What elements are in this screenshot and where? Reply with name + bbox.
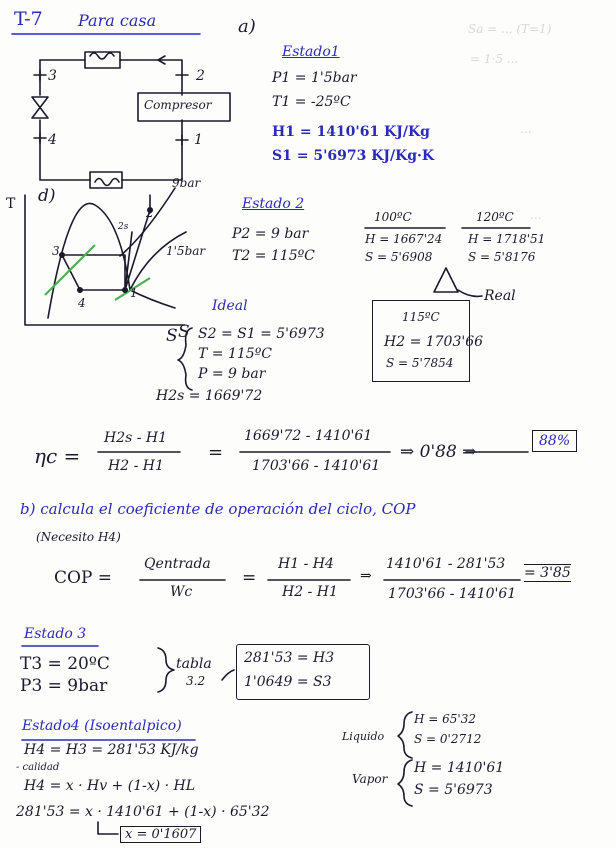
state-label-1: 1	[194, 132, 203, 148]
vapor-h: H = 1410'61	[414, 760, 505, 776]
real-label: Real	[484, 288, 516, 304]
part-b-heading: b) calcula el coeficiente de operación del ciclo, COP	[20, 500, 416, 518]
cop-eq: =	[242, 568, 257, 588]
estado3-h: 281'53 = H3	[244, 650, 335, 666]
estado2-title: Estado 2	[242, 196, 305, 212]
ideal-t: T = 115ºC	[198, 346, 272, 362]
high-pressure-label: 9bar	[172, 176, 201, 190]
cop-den3: 1703'66 - 1410'61	[388, 586, 517, 602]
tabla-number: 3.2	[186, 674, 206, 688]
efficiency-eq: =	[208, 442, 224, 463]
bleed-through-text: ...	[530, 208, 542, 222]
estado4-title: Estado4 (Isoentalpico)	[22, 718, 182, 734]
condenser-coil	[85, 52, 120, 68]
interp-120-h: H = 1718'51	[468, 232, 546, 246]
ts-point-3: 3	[52, 244, 60, 258]
part-a-label: a)	[238, 16, 256, 37]
efficiency-num1: H2s - H1	[104, 430, 168, 446]
ideal-s-label: S	[166, 326, 178, 346]
estado3-t: T3 = 20ºC	[20, 654, 110, 674]
estado4-h: H4 = H3 = 281'53 KJ/kg	[24, 742, 199, 758]
estado1-s: S1 = 5'6973 KJ/Kg·K	[272, 148, 435, 164]
cop-num1: Qentrada	[144, 556, 211, 572]
interp-120-title: 120ºC	[476, 210, 514, 224]
interp-115-s: S = 5'7854	[386, 356, 454, 370]
ideal-s2: S2 = S1 = 5'6973	[198, 326, 325, 342]
estado3-s: 1'0649 = S3	[244, 674, 332, 690]
vapor-label: Vapor	[352, 772, 388, 786]
state-label-4: 4	[48, 132, 57, 148]
dome	[48, 203, 175, 318]
state-label-2: 2	[196, 68, 205, 84]
cop-arrow: ⇒	[360, 568, 372, 584]
t-axis-label: T	[6, 196, 16, 212]
expansion-valve	[32, 97, 48, 118]
compressor-label: Compresor	[144, 98, 212, 112]
estado4-calidad: - calidad	[16, 762, 60, 773]
efficiency-num2: 1669'72 - 1410'61	[244, 428, 373, 444]
efficiency-result: ⇒ 0'88 ⇒	[400, 442, 477, 462]
ideal-p: P = 9 bar	[198, 366, 266, 382]
ts-point-4: 4	[78, 296, 86, 310]
estado1-t: T1 = -25ºC	[272, 94, 351, 110]
cop-result: = 3'85	[524, 565, 571, 581]
cop-num2: H1 - H4	[278, 556, 334, 572]
s-axis-label: S	[178, 322, 190, 342]
estado3-title: Estado 3	[24, 626, 87, 642]
interp-100-h: H = 1667'24	[365, 232, 443, 246]
evaporator-coil	[90, 172, 122, 188]
bleed-through-text: = 1·5 ...	[470, 52, 519, 66]
cop-lhs: COP =	[54, 568, 113, 588]
interp-115-title: 115ºC	[402, 310, 440, 324]
ts-point-2s: 2s	[118, 222, 129, 232]
cop-num3: 1410'61 - 281'53	[386, 556, 506, 572]
estado2-p: P2 = 9 bar	[232, 226, 309, 242]
liquido-s: S = 0'2712	[414, 732, 482, 746]
state-label-3: 3	[48, 68, 57, 84]
liquido-h: H = 65'32	[414, 712, 476, 726]
low-pressure-label: 1'5bar	[166, 244, 206, 258]
tabla-label: tabla	[176, 656, 212, 672]
interp-115-h: H2 = 1703'66	[384, 334, 484, 350]
cop-den1: Wc	[170, 584, 193, 600]
estado4-x-result: x = 0'1607	[120, 826, 201, 843]
efficiency-lhs: ηc =	[34, 444, 81, 468]
estado2-t: T2 = 115ºC	[232, 248, 315, 264]
page-subtitle: Para casa	[78, 11, 157, 30]
liquido-label: Liquido	[342, 730, 385, 743]
part-b-note: (Necesito H4)	[36, 530, 121, 544]
ts-point-2: 2	[146, 206, 154, 220]
estado4-sub: 281'53 = x · 1410'61 + (1-x) · 65'32	[16, 804, 270, 820]
efficiency-den2: 1703'66 - 1410'61	[252, 458, 381, 474]
ideal-title: Ideal	[212, 298, 248, 314]
part-d-label: d)	[38, 186, 56, 206]
bleed-through-text: Sa = ... (T=1)	[468, 22, 552, 36]
bleed-through-text: ...	[520, 122, 532, 136]
interp-120-s: S = 5'8176	[468, 250, 536, 264]
estado1-title: Estado1	[282, 44, 340, 60]
cop-den2: H2 - H1	[282, 584, 338, 600]
ts-point-1: 1	[130, 286, 138, 300]
vapor-s: S = 5'6973	[414, 782, 493, 798]
interp-100-title: 100ºC	[374, 210, 412, 224]
estado1-h: H1 = 1410'61 KJ/Kg	[272, 124, 430, 140]
efficiency-boxed-result: 88%	[532, 430, 577, 452]
ideal-h2s: H2s = 1669'72	[156, 388, 263, 404]
estado4-eq: H4 = x · Hv + (1-x) · HL	[24, 778, 196, 794]
page-title: T-7	[14, 8, 43, 30]
estado3-p: P3 = 9bar	[20, 676, 108, 696]
ts-diagram	[25, 188, 186, 325]
interp-100-s: S = 5'6908	[365, 250, 433, 264]
efficiency-den1: H2 - H1	[108, 458, 164, 474]
estado1-p: P1 = 1'5bar	[272, 70, 357, 86]
